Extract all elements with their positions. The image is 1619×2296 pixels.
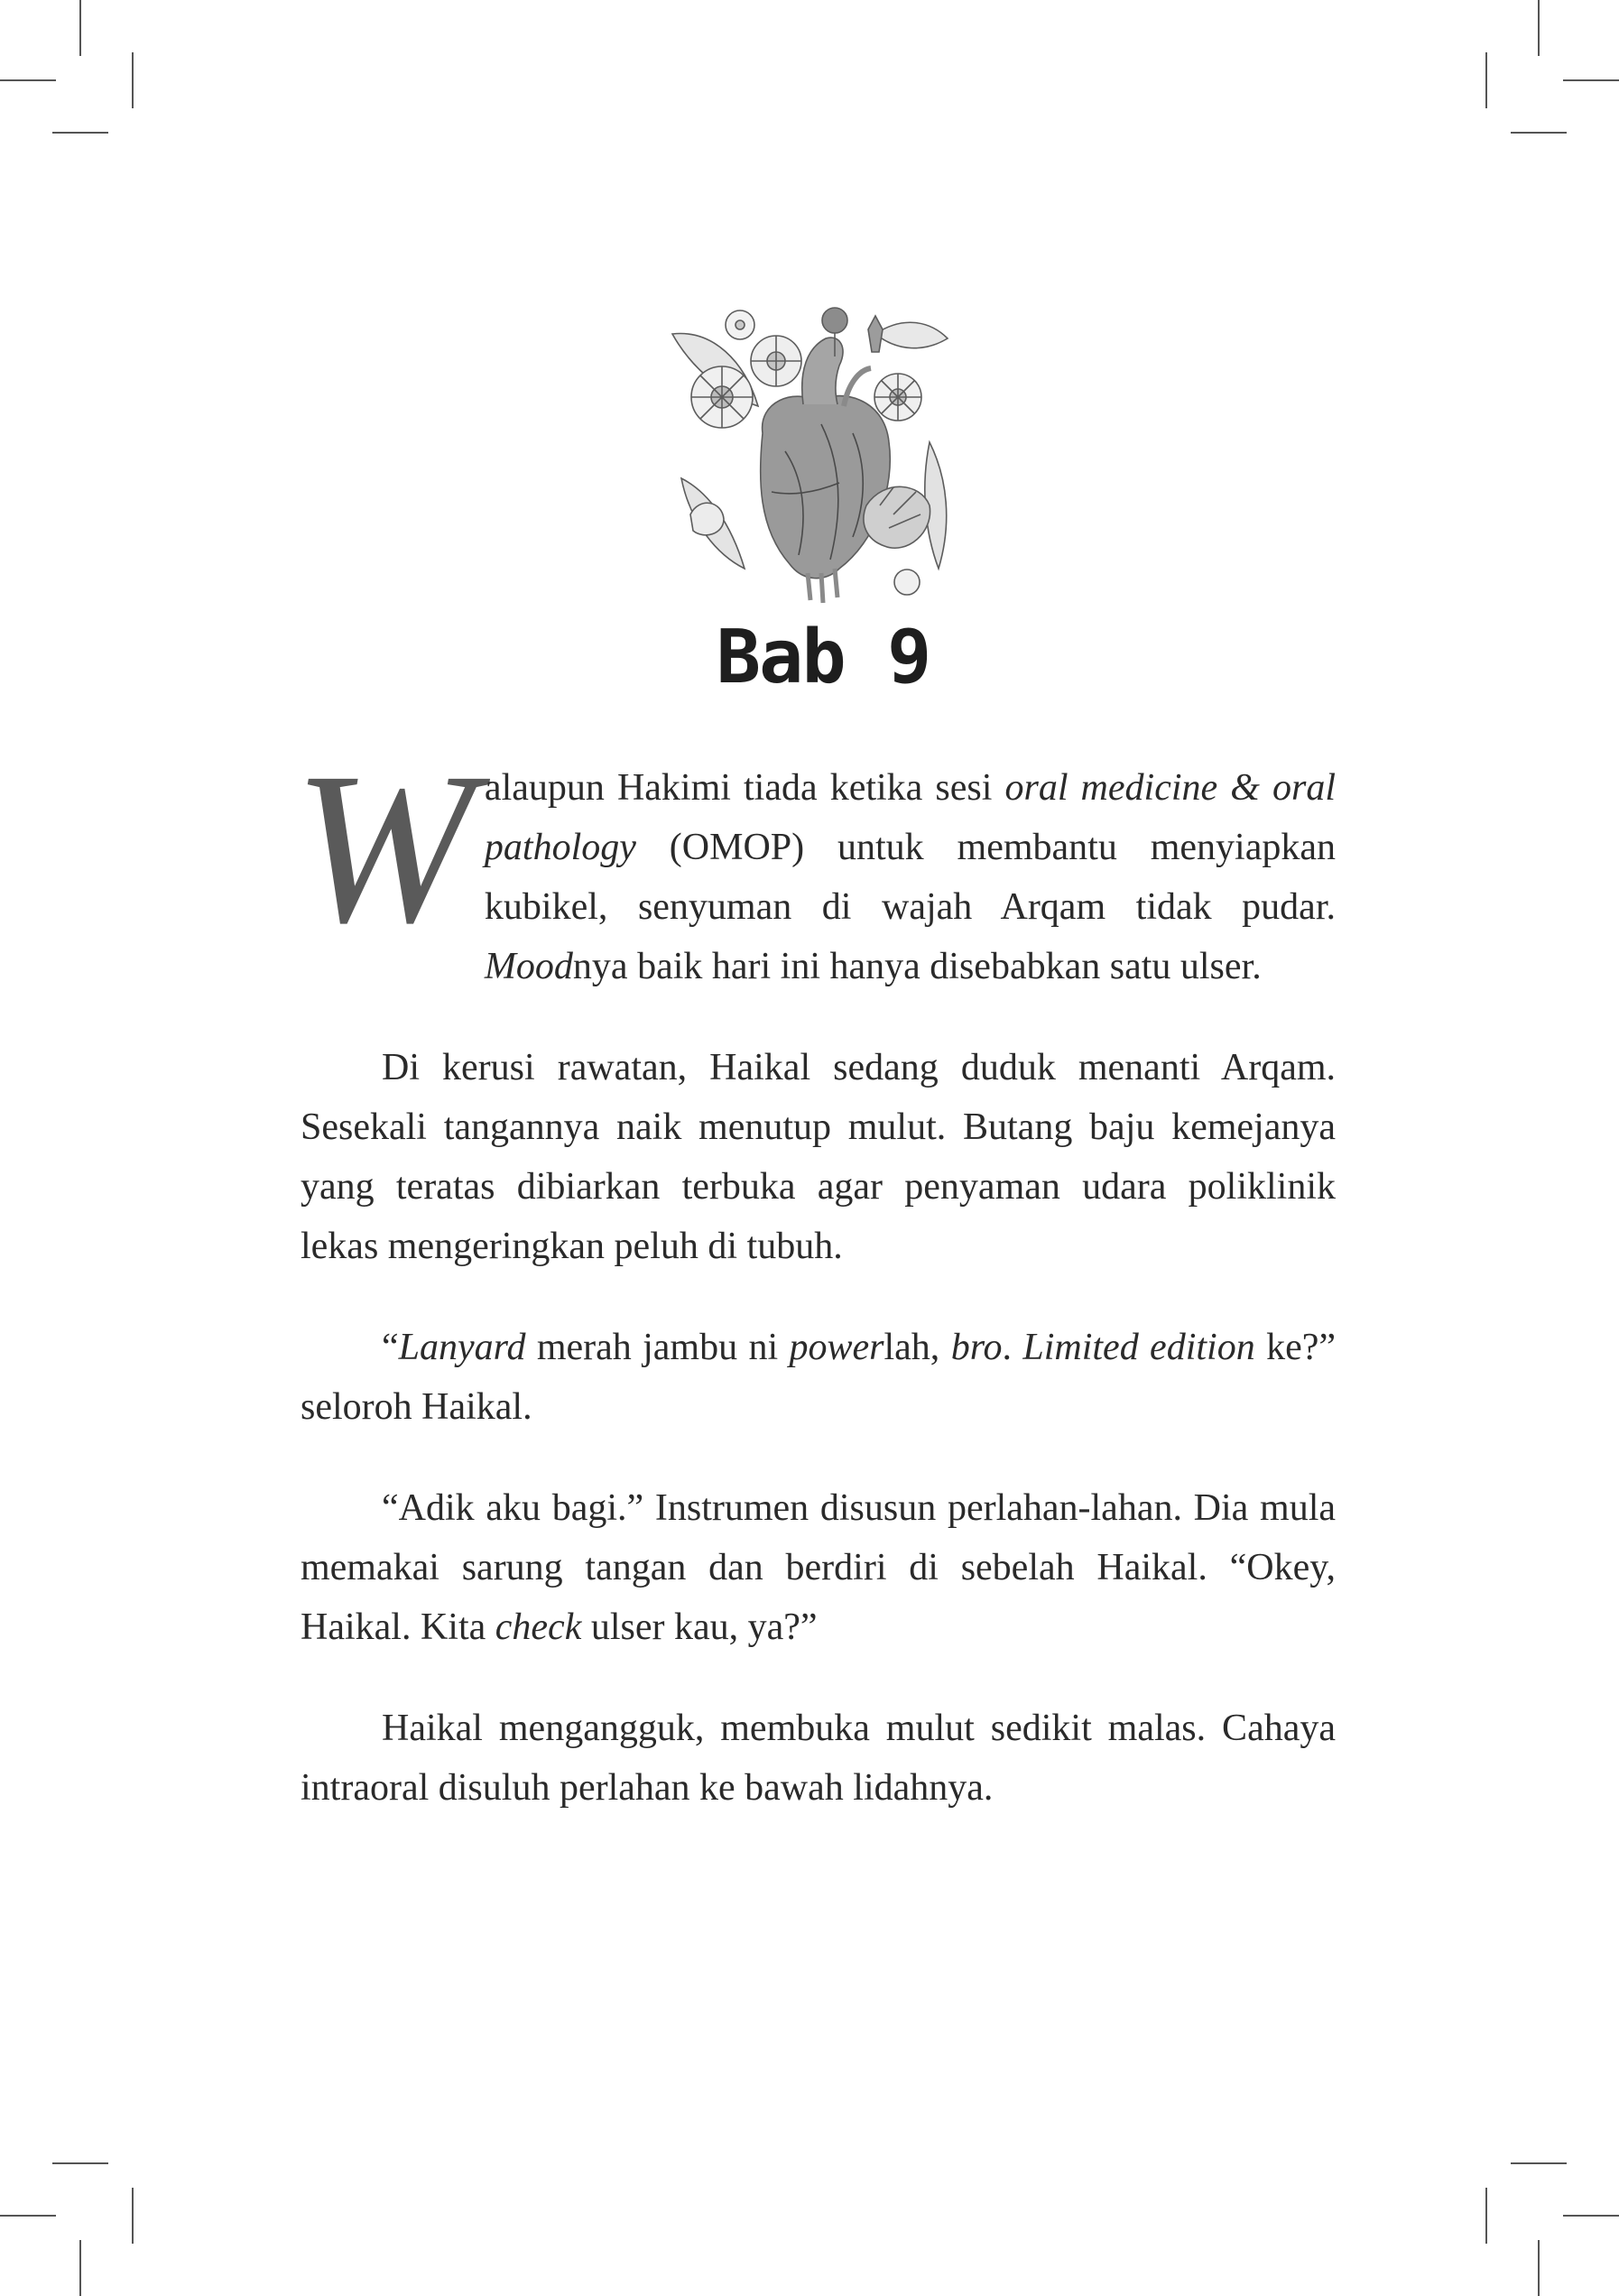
text-run: . [1002,1327,1023,1368]
crop-mark [1485,52,1487,108]
crop-mark [0,79,56,81]
crop-mark [1563,79,1619,81]
anatomical-heart-with-flowers-icon [659,298,975,614]
text-run: ulser kau, ya?” [581,1606,818,1648]
crop-mark [0,2215,56,2217]
text-run: nya baik hari ini hanya disebabkan satu ulser. [572,946,1262,987]
text-run: (OMOP) untuk membantu menyiapkan kubikel, senyuman di wajah Arqam tidak pudar. [484,827,1336,928]
crop-mark [1511,2162,1567,2164]
chapter-body [293,727,1337,1859]
text-run: ke?” seloroh Haikal. [301,1327,1337,1428]
crop-mark [79,0,81,56]
text-run: alaupun Hakimi tiada ketika sesi [484,767,1005,809]
crop-mark [1563,2215,1619,2217]
paragraph-3 [301,1318,1336,1437]
text-run: merah jambu ni [525,1327,790,1368]
text-run: “Adik aku bagi.” Instrumen disusun perlahan-lahan. Dia mula memakai sarung tangan dan berdiri di sebelah Haikal. “Okey, Haikal. Kita [301,1487,1336,1648]
crop-mark [132,52,134,108]
crop-mark [132,2188,134,2244]
italic-run: power [789,1327,884,1368]
chapter-title: Bab 9 [716,615,930,700]
crop-mark [52,2162,108,2164]
italic-run: Lanyard [398,1327,526,1368]
paragraph-4 [301,1478,1336,1657]
italic-run: check [495,1606,582,1648]
crop-mark [1485,2188,1487,2244]
italic-run: oral medicine & oral pathology [484,767,1336,868]
text-run: lah, [884,1327,951,1368]
crop-mark [52,132,108,134]
paragraph-2 [301,1038,1336,1276]
crop-mark [79,2240,81,2296]
text-run: Di kerusi rawatan, Haikal sedang duduk menanti Arqam. Sesekali tangannya naik menutup mulut. Butang baju kemejanya yang teratas dibiarkan terbuka agar penyaman udara poliklinik lekas mengeringkan peluh di tubuh. [301,1047,1336,1267]
paragraph-5 [301,1699,1336,1818]
paragraph-1 [293,727,1336,996]
crop-mark [1511,132,1567,134]
italic-run: Limited edition [1022,1327,1255,1368]
crop-mark [1538,2240,1540,2296]
italic-run: Mood [484,946,573,987]
crop-mark [1538,0,1540,56]
drop-cap: W [293,727,468,967]
italic-run: bro [950,1327,1003,1368]
text-run: “ [382,1327,399,1368]
text-run: Haikal mengangguk, membuka mulut sedikit malas. Cahaya intraoral disuluh perlahan ke bawah lidahnya. [301,1708,1336,1809]
